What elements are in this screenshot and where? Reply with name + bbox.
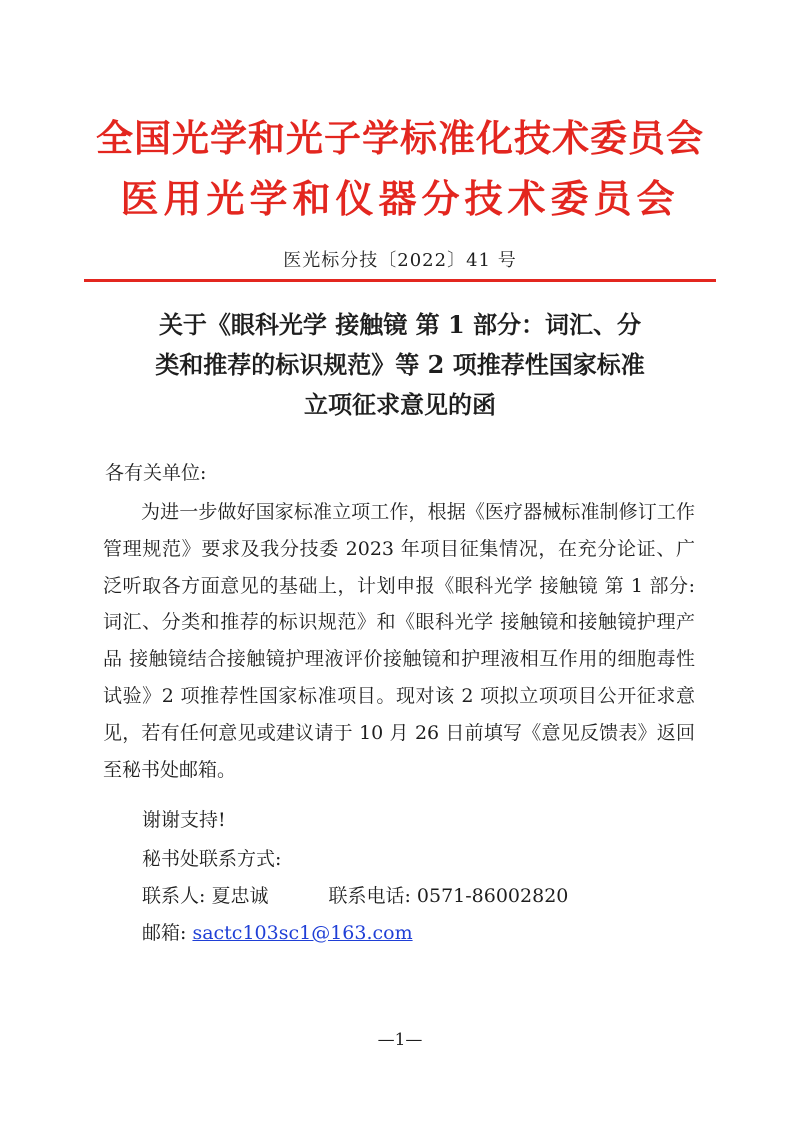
- contact-line: [142, 881, 568, 908]
- email-link[interactable]: sactc103sc1@163.com: [192, 922, 413, 944]
- organization-name-line-1: 全国光学和光子学标准化技术委员会: [96, 117, 704, 160]
- document-title-line-1: 关于《眼科光学 接触镜 第 1 部分：词汇、分: [158, 310, 642, 339]
- salutation: 各有关单位:: [105, 462, 207, 484]
- header-divider: [84, 279, 716, 282]
- body-paragraph: [103, 494, 695, 788]
- document-title-line-2: 类和推荐的标识规范》等 2 项推荐性国家标准: [155, 350, 645, 379]
- contact-phone: 联系电话: 0571-86002820: [328, 885, 569, 907]
- document-number: 医光标分技〔2022〕41 号: [283, 250, 517, 271]
- page-number: —1—: [377, 1030, 423, 1050]
- body-paragraph-text: 为进一步做好国家标准立项工作，根据《医疗器械标准制修订工作管理规范》要求及我分技委 2023 年项目征集情况，在充分论证、广泛听取各方面意见的基础上，计划申报《眼科光学 接触镜 第 1 部分: 词汇、分类和推荐的标识规范》和《眼科光学 接触镜和接触镜护理产品 接触镜结合接触镜护理液评价接触镜和护理液相互作用的细胞毒性试验》2 项推荐性国家标准项目。现对该 2 项拟立项项目公开征求意见，若有任何意见或建议请于 10 月 26 日前填写《意见反馈表》返回至秘书处邮箱。: [103, 501, 695, 781]
- document-title-line-3: 立项征求意见的函: [304, 390, 496, 419]
- thanks-line: 谢谢支持!: [142, 809, 226, 831]
- email-line: [142, 918, 413, 945]
- contact-heading: 秘书处联系方式:: [142, 848, 282, 870]
- organization-name-line-2: 医用光学和仪器分技术委员会: [120, 177, 680, 221]
- contact-person: 联系人: 夏忠诚: [142, 885, 269, 907]
- email-label: 邮箱:: [142, 922, 193, 944]
